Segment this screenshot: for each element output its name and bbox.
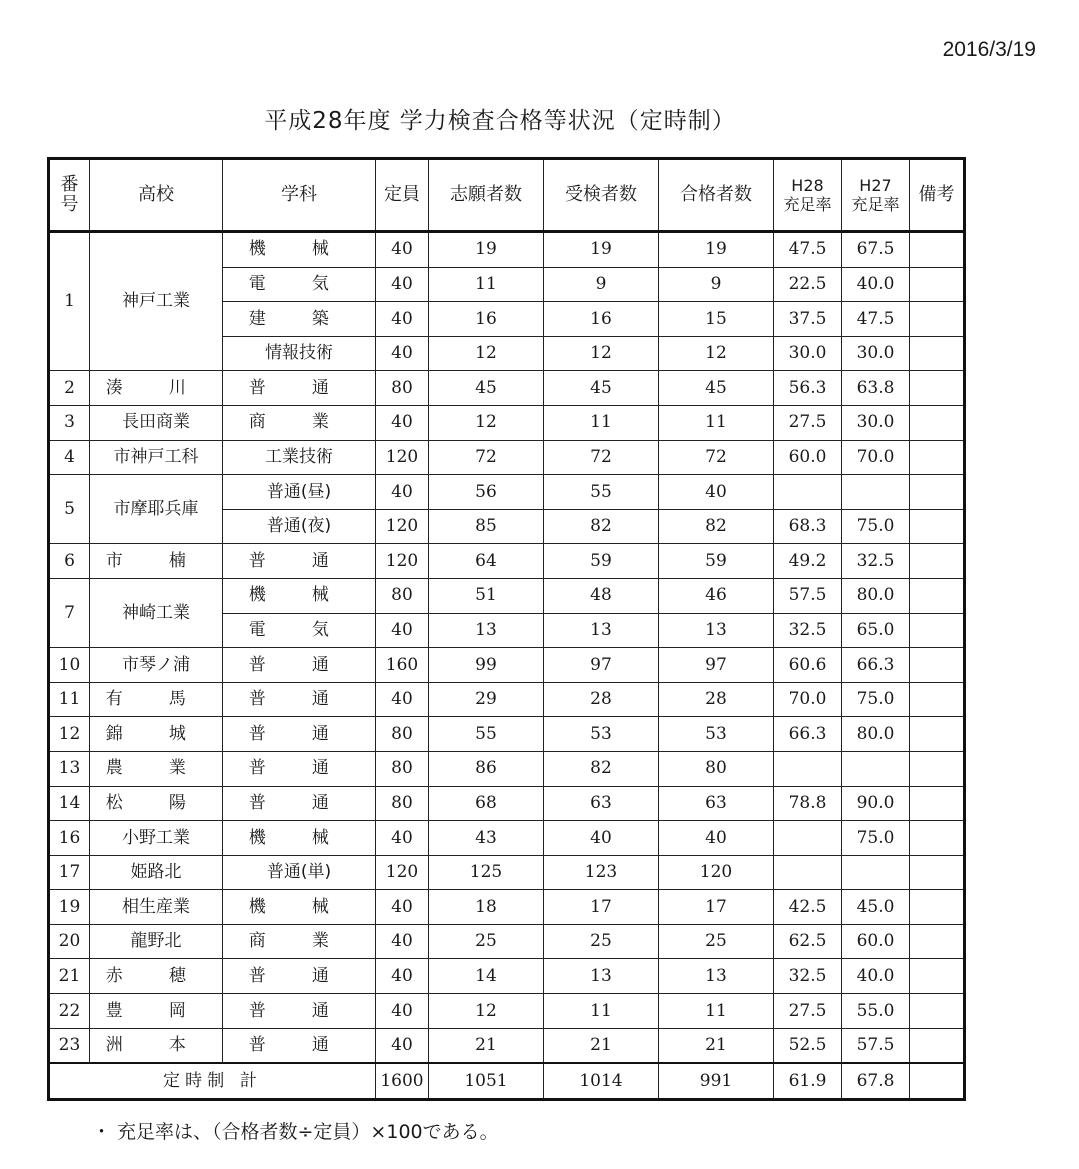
h27-rate-cell: 47.5 <box>842 302 910 337</box>
examinees-cell: 13 <box>544 613 659 648</box>
department: 電 気 <box>223 613 376 648</box>
school-number: 23 <box>49 1028 90 1063</box>
notes-cell <box>910 232 965 268</box>
capacity-cell: 40 <box>376 890 429 925</box>
applicants-cell: 14 <box>429 959 544 994</box>
applicants-cell: 11 <box>429 267 544 302</box>
header-examinees: 受検者数 <box>544 159 659 232</box>
table-row <box>49 475 965 510</box>
table-row <box>49 751 965 786</box>
notes-cell <box>910 682 965 717</box>
notes-cell <box>910 613 965 648</box>
notes-cell <box>910 648 965 683</box>
applicants-cell: 51 <box>429 578 544 613</box>
h28-rate-cell <box>774 475 842 510</box>
school-number: 16 <box>49 821 90 856</box>
school-name: 有 馬 <box>90 682 223 717</box>
table-row <box>49 959 965 994</box>
passed-cell: 11 <box>659 405 774 440</box>
h27-rate-cell: 30.0 <box>842 336 910 371</box>
examinees-cell: 25 <box>544 924 659 959</box>
examinees-cell: 9 <box>544 267 659 302</box>
header-h27-rate <box>842 159 910 232</box>
h27-rate-cell <box>842 751 910 786</box>
school-number: 21 <box>49 959 90 994</box>
school-number: 2 <box>49 371 90 406</box>
notes-cell <box>910 544 965 579</box>
capacity-cell: 40 <box>376 267 429 302</box>
h27-rate-cell: 40.0 <box>842 267 910 302</box>
h28-rate-cell: 56.3 <box>774 371 842 406</box>
h28-rate-cell: 68.3 <box>774 509 842 544</box>
school-number: 3 <box>49 405 90 440</box>
h28-rate-cell: 32.5 <box>774 959 842 994</box>
total-notes <box>910 1063 965 1100</box>
department: 商 業 <box>223 924 376 959</box>
school-number: 12 <box>49 717 90 752</box>
header-dept: 学科 <box>223 159 376 232</box>
applicants-cell: 12 <box>429 405 544 440</box>
notes-cell <box>910 821 965 856</box>
capacity-cell: 40 <box>376 613 429 648</box>
header-h28-year: H28 <box>791 175 824 195</box>
h28-rate-cell: 62.5 <box>774 924 842 959</box>
department: 普 通 <box>223 717 376 752</box>
h27-rate-cell <box>842 855 910 890</box>
passed-cell: 28 <box>659 682 774 717</box>
school-number: 11 <box>49 682 90 717</box>
passed-cell: 59 <box>659 544 774 579</box>
examinees-cell: 11 <box>544 405 659 440</box>
examinees-cell: 48 <box>544 578 659 613</box>
capacity-cell: 40 <box>376 232 429 268</box>
applicants-cell: 12 <box>429 336 544 371</box>
department: 建 築 <box>223 302 376 337</box>
document-title: 平成28年度 学力検査合格等状況（定時制） <box>264 108 736 134</box>
school-number: 4 <box>49 440 90 475</box>
school-name: 相生産業 <box>90 890 223 925</box>
notes-cell <box>910 994 965 1029</box>
h27-rate-cell: 66.3 <box>842 648 910 683</box>
capacity-cell: 120 <box>376 855 429 890</box>
h28-rate-cell: 57.5 <box>774 578 842 613</box>
passed-cell: 12 <box>659 336 774 371</box>
total-passed: 991 <box>659 1063 774 1100</box>
examinees-cell: 63 <box>544 786 659 821</box>
school-number: 10 <box>49 648 90 683</box>
applicants-cell: 86 <box>429 751 544 786</box>
h27-rate-cell <box>842 475 910 510</box>
h27-rate-cell: 40.0 <box>842 959 910 994</box>
department: 機 械 <box>223 890 376 925</box>
school-name: 市 楠 <box>90 544 223 579</box>
school-name: 神崎工業 <box>90 578 223 647</box>
passed-cell: 13 <box>659 959 774 994</box>
h28-rate-cell: 60.0 <box>774 440 842 475</box>
table-row <box>49 544 965 579</box>
passed-cell: 19 <box>659 232 774 268</box>
capacity-cell: 40 <box>376 302 429 337</box>
header-num-line1: 番 <box>60 174 79 196</box>
department: 機 械 <box>223 578 376 613</box>
h27-rate-cell: 32.5 <box>842 544 910 579</box>
h27-rate-cell: 67.5 <box>842 232 910 268</box>
notes-cell <box>910 1028 965 1063</box>
applicants-cell: 21 <box>429 1028 544 1063</box>
h27-rate-cell: 57.5 <box>842 1028 910 1063</box>
department: 普 通 <box>223 682 376 717</box>
notes-cell <box>910 786 965 821</box>
notes-cell <box>910 855 965 890</box>
h28-rate-cell: 49.2 <box>774 544 842 579</box>
school-name: 湊 川 <box>90 371 223 406</box>
capacity-cell: 80 <box>376 751 429 786</box>
department: 機 械 <box>223 821 376 856</box>
school-number: 1 <box>49 232 90 371</box>
capacity-cell: 40 <box>376 336 429 371</box>
table-row <box>49 786 965 821</box>
h27-rate-cell: 70.0 <box>842 440 910 475</box>
header-passed: 合格者数 <box>659 159 774 232</box>
examinees-cell: 97 <box>544 648 659 683</box>
total-applicants: 1051 <box>429 1063 544 1100</box>
capacity-cell: 40 <box>376 994 429 1029</box>
capacity-cell: 40 <box>376 959 429 994</box>
results-table <box>47 157 966 1101</box>
h28-rate-cell: 66.3 <box>774 717 842 752</box>
examinees-cell: 19 <box>544 232 659 268</box>
passed-cell: 82 <box>659 509 774 544</box>
h27-rate-cell: 30.0 <box>842 405 910 440</box>
school-name: 市琴ノ浦 <box>90 648 223 683</box>
capacity-cell: 80 <box>376 371 429 406</box>
examinees-cell: 28 <box>544 682 659 717</box>
capacity-cell: 120 <box>376 509 429 544</box>
department: 普 通 <box>223 751 376 786</box>
h28-rate-cell: 32.5 <box>774 613 842 648</box>
table-row <box>49 440 965 475</box>
school-name: 洲 本 <box>90 1028 223 1063</box>
examinees-cell: 21 <box>544 1028 659 1063</box>
h28-rate-cell <box>774 855 842 890</box>
notes-cell <box>910 440 965 475</box>
department: 電 気 <box>223 267 376 302</box>
passed-cell: 45 <box>659 371 774 406</box>
passed-cell: 63 <box>659 786 774 821</box>
h27-rate-cell: 80.0 <box>842 578 910 613</box>
header-h27-year: H27 <box>859 175 892 195</box>
school-name: 赤 穂 <box>90 959 223 994</box>
notes-cell <box>910 509 965 544</box>
table-row <box>49 855 965 890</box>
header-applicants: 志願者数 <box>429 159 544 232</box>
examinees-cell: 82 <box>544 751 659 786</box>
school-name: 姫路北 <box>90 855 223 890</box>
department: 普 通 <box>223 994 376 1029</box>
passed-cell: 21 <box>659 1028 774 1063</box>
passed-cell: 80 <box>659 751 774 786</box>
header-notes: 備考 <box>910 159 965 232</box>
department: 普 通 <box>223 371 376 406</box>
applicants-cell: 125 <box>429 855 544 890</box>
table-row <box>49 821 965 856</box>
school-name: 錦 城 <box>90 717 223 752</box>
total-capacity: 1600 <box>376 1063 429 1100</box>
capacity-cell: 40 <box>376 821 429 856</box>
examinees-cell: 16 <box>544 302 659 337</box>
applicants-cell: 85 <box>429 509 544 544</box>
table-row <box>49 994 965 1029</box>
school-name: 市神戸工科 <box>90 440 223 475</box>
notes-cell <box>910 890 965 925</box>
applicants-cell: 64 <box>429 544 544 579</box>
total-examinees: 1014 <box>544 1063 659 1100</box>
table-row <box>49 405 965 440</box>
department: 工業技術 <box>223 440 376 475</box>
applicants-cell: 56 <box>429 475 544 510</box>
department: 普 通 <box>223 544 376 579</box>
department: 機 械 <box>223 232 376 268</box>
examinees-cell: 17 <box>544 890 659 925</box>
notes-cell <box>910 578 965 613</box>
examinees-cell: 40 <box>544 821 659 856</box>
examinees-cell: 59 <box>544 544 659 579</box>
header-h27-label: 充足率 <box>851 195 900 214</box>
total-h27-rate: 67.8 <box>842 1063 910 1100</box>
notes-cell <box>910 405 965 440</box>
h28-rate-cell: 42.5 <box>774 890 842 925</box>
passed-cell: 25 <box>659 924 774 959</box>
h28-rate-cell: 27.5 <box>774 405 842 440</box>
examinees-cell: 13 <box>544 959 659 994</box>
header-capacity: 定員 <box>376 159 429 232</box>
passed-cell: 97 <box>659 648 774 683</box>
passed-cell: 120 <box>659 855 774 890</box>
applicants-cell: 19 <box>429 232 544 268</box>
department: 普 通 <box>223 786 376 821</box>
total-h28-rate: 61.9 <box>774 1063 842 1100</box>
capacity-cell: 120 <box>376 544 429 579</box>
applicants-cell: 72 <box>429 440 544 475</box>
capacity-cell: 80 <box>376 578 429 613</box>
h28-rate-cell <box>774 821 842 856</box>
h28-rate-cell: 52.5 <box>774 1028 842 1063</box>
table-row <box>49 890 965 925</box>
passed-cell: 15 <box>659 302 774 337</box>
school-number: 6 <box>49 544 90 579</box>
header-school: 高校 <box>90 159 223 232</box>
capacity-cell: 40 <box>376 475 429 510</box>
school-number: 19 <box>49 890 90 925</box>
passed-cell: 53 <box>659 717 774 752</box>
table-row <box>49 371 965 406</box>
examinees-cell: 53 <box>544 717 659 752</box>
applicants-cell: 13 <box>429 613 544 648</box>
department: 普 通 <box>223 959 376 994</box>
passed-cell: 13 <box>659 613 774 648</box>
passed-cell: 11 <box>659 994 774 1029</box>
school-number: 13 <box>49 751 90 786</box>
passed-cell: 40 <box>659 821 774 856</box>
department: 普通(単) <box>223 855 376 890</box>
capacity-cell: 160 <box>376 648 429 683</box>
examinees-cell: 55 <box>544 475 659 510</box>
h28-rate-cell: 70.0 <box>774 682 842 717</box>
applicants-cell: 68 <box>429 786 544 821</box>
school-name: 農 業 <box>90 751 223 786</box>
examinees-cell: 12 <box>544 336 659 371</box>
passed-cell: 46 <box>659 578 774 613</box>
h27-rate-cell: 60.0 <box>842 924 910 959</box>
applicants-cell: 16 <box>429 302 544 337</box>
h28-rate-cell: 60.6 <box>774 648 842 683</box>
applicants-cell: 29 <box>429 682 544 717</box>
school-number: 20 <box>49 924 90 959</box>
footnote-text: 充足率は、（合格者数÷定員）×100である。 <box>117 1121 499 1143</box>
department: 商 業 <box>223 405 376 440</box>
capacity-cell: 40 <box>376 1028 429 1063</box>
school-name: 神戸工業 <box>90 232 223 371</box>
school-number: 14 <box>49 786 90 821</box>
school-name: 長田商業 <box>90 405 223 440</box>
table-row <box>49 682 965 717</box>
school-name: 龍野北 <box>90 924 223 959</box>
examinees-cell: 11 <box>544 994 659 1029</box>
notes-cell <box>910 924 965 959</box>
school-name: 豊 岡 <box>90 994 223 1029</box>
footnote <box>92 1117 499 1144</box>
h28-rate-cell: 30.0 <box>774 336 842 371</box>
notes-cell <box>910 302 965 337</box>
capacity-cell: 40 <box>376 924 429 959</box>
header-num <box>49 159 90 232</box>
notes-cell <box>910 751 965 786</box>
h28-rate-cell: 27.5 <box>774 994 842 1029</box>
table-row <box>49 1028 965 1063</box>
applicants-cell: 25 <box>429 924 544 959</box>
notes-cell <box>910 267 965 302</box>
h28-rate-cell: 22.5 <box>774 267 842 302</box>
capacity-cell: 80 <box>376 786 429 821</box>
applicants-cell: 43 <box>429 821 544 856</box>
applicants-cell: 99 <box>429 648 544 683</box>
table-row <box>49 578 965 613</box>
notes-cell <box>910 717 965 752</box>
capacity-cell: 120 <box>376 440 429 475</box>
capacity-cell: 40 <box>376 682 429 717</box>
table-row <box>49 717 965 752</box>
h27-rate-cell: 90.0 <box>842 786 910 821</box>
h27-rate-cell: 75.0 <box>842 509 910 544</box>
document-date: 2016/3/19 <box>942 38 1036 61</box>
table-row <box>49 924 965 959</box>
department: 情報技術 <box>223 336 376 371</box>
h27-rate-cell: 65.0 <box>842 613 910 648</box>
passed-cell: 40 <box>659 475 774 510</box>
department: 普通(夜) <box>223 509 376 544</box>
applicants-cell: 12 <box>429 994 544 1029</box>
h28-rate-cell: 37.5 <box>774 302 842 337</box>
table-row <box>49 232 965 268</box>
total-label: 定時制 計 <box>49 1063 376 1100</box>
notes-cell <box>910 959 965 994</box>
passed-cell: 72 <box>659 440 774 475</box>
footnote-bullet: ・ <box>92 1121 112 1143</box>
header-num-line2: 号 <box>60 194 79 215</box>
header-h28-rate <box>774 159 842 232</box>
applicants-cell: 45 <box>429 371 544 406</box>
notes-cell <box>910 475 965 510</box>
department: 普通(昼) <box>223 475 376 510</box>
h28-rate-cell: 47.5 <box>774 232 842 268</box>
capacity-cell: 80 <box>376 717 429 752</box>
applicants-cell: 55 <box>429 717 544 752</box>
total-row <box>49 1063 965 1100</box>
capacity-cell: 40 <box>376 405 429 440</box>
table-row <box>49 648 965 683</box>
table-body <box>49 232 965 1064</box>
header-h28-label: 充足率 <box>783 195 832 214</box>
h27-rate-cell: 75.0 <box>842 821 910 856</box>
header-row <box>49 159 965 232</box>
applicants-cell: 18 <box>429 890 544 925</box>
h27-rate-cell: 55.0 <box>842 994 910 1029</box>
examinees-cell: 123 <box>544 855 659 890</box>
h27-rate-cell: 45.0 <box>842 890 910 925</box>
examinees-cell: 45 <box>544 371 659 406</box>
school-name: 小野工業 <box>90 821 223 856</box>
school-name: 市摩耶兵庫 <box>90 475 223 544</box>
school-number: 22 <box>49 994 90 1029</box>
notes-cell <box>910 336 965 371</box>
h28-rate-cell: 78.8 <box>774 786 842 821</box>
school-number: 7 <box>49 578 90 647</box>
department: 普 通 <box>223 648 376 683</box>
passed-cell: 17 <box>659 890 774 925</box>
department: 普 通 <box>223 1028 376 1063</box>
notes-cell <box>910 371 965 406</box>
h27-rate-cell: 75.0 <box>842 682 910 717</box>
school-name: 松 陽 <box>90 786 223 821</box>
h28-rate-cell <box>774 751 842 786</box>
passed-cell: 9 <box>659 267 774 302</box>
h27-rate-cell: 63.8 <box>842 371 910 406</box>
examinees-cell: 72 <box>544 440 659 475</box>
school-number: 17 <box>49 855 90 890</box>
h27-rate-cell: 80.0 <box>842 717 910 752</box>
examinees-cell: 82 <box>544 509 659 544</box>
school-number: 5 <box>49 475 90 544</box>
